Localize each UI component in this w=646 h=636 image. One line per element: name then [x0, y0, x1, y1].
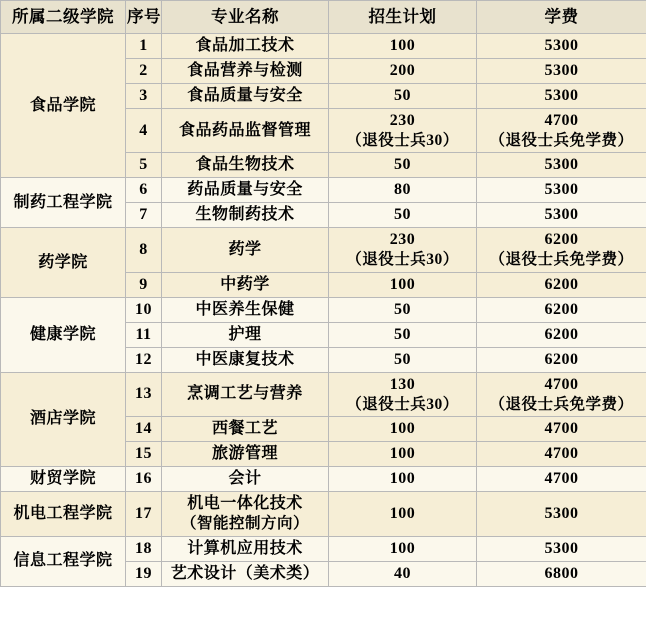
- cell-fee: [477, 347, 646, 372]
- cell-plan: [329, 492, 477, 536]
- cell-fee: [477, 34, 646, 59]
- cell-fee: [477, 322, 646, 347]
- cell-plan: [329, 109, 477, 153]
- cell-plan: [329, 322, 477, 347]
- cell-fee: [477, 297, 646, 322]
- cell-plan: [329, 203, 477, 228]
- cell-department: 信息工程学院: [1, 536, 126, 586]
- table-row: [1, 492, 646, 536]
- plan-value: 80: [394, 181, 411, 199]
- plan-value: 100: [389, 37, 416, 54]
- cell-major: [162, 297, 329, 322]
- cell-index: 9: [126, 272, 162, 297]
- cell-index: 7: [126, 203, 162, 228]
- cell-plan: [329, 272, 477, 297]
- cell-index: 2: [126, 59, 162, 84]
- fee-value: 5300: [544, 181, 579, 199]
- cell-major: [162, 322, 329, 347]
- cell-index: 10: [126, 297, 162, 322]
- cell-department: 机电工程学院: [1, 492, 126, 536]
- table-header-row: [1, 1, 646, 34]
- major-name: 食品生物技术: [195, 156, 295, 174]
- cell-major: [162, 372, 329, 416]
- plan-value: 230: [389, 112, 416, 129]
- plan-value: 50: [394, 156, 411, 174]
- fee-value: 6200: [544, 300, 579, 318]
- cell-plan: [329, 372, 477, 416]
- cell-index: 3: [126, 84, 162, 109]
- cell-index: 5: [126, 153, 162, 178]
- cell-fee: [477, 492, 646, 536]
- cell-index: 4: [126, 109, 162, 153]
- cell-plan: [329, 228, 477, 272]
- fee-value: 4700: [544, 470, 579, 488]
- cell-index: 15: [126, 442, 162, 467]
- plan-value: 50: [394, 325, 411, 343]
- major-name: 护理: [228, 325, 262, 343]
- major-name: 艺术设计（美术类）: [170, 564, 320, 582]
- cell-index: 6: [126, 178, 162, 203]
- cell-major: [162, 467, 329, 492]
- cell-department: 食品学院: [1, 34, 126, 178]
- cell-major: [162, 203, 329, 228]
- fee-value: 4700: [544, 375, 579, 393]
- fee-value: 5300: [544, 504, 579, 522]
- cell-major: [162, 84, 329, 109]
- cell-plan: [329, 442, 477, 467]
- table-row: [1, 372, 646, 416]
- major-name: 药学: [228, 241, 262, 259]
- table-row: [1, 178, 646, 203]
- plan-value: 50: [394, 350, 411, 368]
- cell-index: 16: [126, 467, 162, 492]
- plan-value: 100: [389, 445, 416, 463]
- major-name: 西餐工艺: [211, 420, 278, 438]
- cell-fee: [477, 417, 646, 442]
- cell-plan: [329, 153, 477, 178]
- major-name: 生物制药技术: [195, 206, 295, 224]
- plan-value: 100: [389, 504, 416, 522]
- plan-note: （退役士兵30）: [346, 251, 459, 269]
- cell-index: 1: [126, 34, 162, 59]
- fee-value: 4700: [544, 445, 579, 463]
- plan-value: 100: [389, 470, 416, 488]
- cell-fee: [477, 372, 646, 416]
- cell-index: 17: [126, 492, 162, 536]
- cell-fee: [477, 442, 646, 467]
- cell-department: 财贸学院: [1, 467, 126, 492]
- table-row: [1, 536, 646, 561]
- column-header-fee: 学费: [477, 1, 646, 34]
- cell-plan: [329, 417, 477, 442]
- cell-index: 13: [126, 372, 162, 416]
- cell-major: [162, 178, 329, 203]
- cell-major: [162, 417, 329, 442]
- cell-department: 健康学院: [1, 297, 126, 372]
- cell-fee: [477, 272, 646, 297]
- major-name: 计算机应用技术: [187, 539, 303, 557]
- fee-value: 6200: [544, 350, 579, 368]
- plan-value: 100: [389, 539, 416, 557]
- plan-value: 100: [389, 275, 416, 293]
- cell-major: [162, 442, 329, 467]
- cell-major: [162, 59, 329, 84]
- cell-fee: [477, 109, 646, 153]
- fee-value: 6200: [544, 325, 579, 343]
- major-name: 机电一体化技术: [187, 495, 303, 513]
- plan-note: （退役士兵30）: [346, 395, 459, 413]
- fee-value: 4700: [544, 112, 579, 129]
- major-name: 中医养生保健: [195, 300, 295, 318]
- cell-fee: [477, 84, 646, 109]
- cell-fee: [477, 536, 646, 561]
- fee-value: 5300: [544, 156, 579, 174]
- fee-value: 5300: [544, 539, 579, 557]
- fee-note: （退役士兵免学费）: [489, 132, 634, 149]
- major-name: 中医康复技术: [195, 350, 295, 368]
- cell-major: [162, 272, 329, 297]
- cell-plan: [329, 84, 477, 109]
- major-name: 食品加工技术: [195, 37, 295, 54]
- major-name: 食品营养与检测: [187, 62, 303, 79]
- table-header: [1, 1, 646, 34]
- cell-fee: [477, 203, 646, 228]
- cell-fee: [477, 59, 646, 84]
- fee-value: 6200: [544, 275, 579, 293]
- column-header-index: 序号: [126, 1, 162, 34]
- fee-value: 4700: [544, 420, 579, 438]
- plan-value: 50: [394, 300, 411, 318]
- cell-index: 11: [126, 322, 162, 347]
- fee-value: 6200: [544, 231, 579, 249]
- plan-value: 50: [394, 87, 411, 104]
- cell-major: [162, 153, 329, 178]
- cell-fee: [477, 153, 646, 178]
- major-name: 药品质量与安全: [187, 181, 303, 199]
- cell-plan: [329, 178, 477, 203]
- major-name: 会计: [228, 470, 262, 488]
- plan-value: 130: [389, 375, 416, 393]
- major-name-note: （智能控制方向）: [180, 515, 309, 533]
- cell-department: 制药工程学院: [1, 178, 126, 228]
- cell-major: [162, 109, 329, 153]
- table-body: [1, 34, 646, 587]
- cell-plan: [329, 34, 477, 59]
- fee-note: （退役士兵免学费）: [489, 395, 634, 413]
- major-name: 食品药品监督管理: [178, 121, 311, 139]
- column-header-department: 所属二级学院: [1, 1, 126, 34]
- cell-fee: [477, 467, 646, 492]
- fee-value: 5300: [544, 37, 579, 54]
- cell-department: 酒店学院: [1, 372, 126, 466]
- major-name: 旅游管理: [211, 445, 278, 463]
- cell-plan: [329, 467, 477, 492]
- cell-fee: [477, 228, 646, 272]
- cell-major: [162, 228, 329, 272]
- cell-plan: [329, 297, 477, 322]
- cell-major: [162, 347, 329, 372]
- plan-value: 230: [389, 231, 416, 249]
- plan-note: （退役士兵30）: [346, 132, 459, 149]
- cell-major: [162, 561, 329, 586]
- cell-index: 12: [126, 347, 162, 372]
- fee-value: 6800: [544, 564, 579, 582]
- cell-major: [162, 34, 329, 59]
- cell-plan: [329, 561, 477, 586]
- cell-major: [162, 492, 329, 536]
- fee-value: 5300: [544, 87, 579, 104]
- cell-index: 8: [126, 228, 162, 272]
- cell-fee: [477, 561, 646, 586]
- fee-value: 5300: [544, 206, 579, 224]
- cell-index: 19: [126, 561, 162, 586]
- cell-major: [162, 536, 329, 561]
- major-name: 食品质量与安全: [187, 87, 303, 104]
- table-row: [1, 34, 646, 59]
- table-row: [1, 297, 646, 322]
- table-row: [1, 467, 646, 492]
- fee-note: （退役士兵免学费）: [489, 251, 634, 269]
- cell-department: 药学院: [1, 228, 126, 297]
- major-name: 中药学: [220, 275, 270, 293]
- plan-value: 50: [394, 206, 411, 224]
- cell-plan: [329, 536, 477, 561]
- cell-index: 18: [126, 536, 162, 561]
- cell-fee: [477, 178, 646, 203]
- column-header-plan: 招生计划: [329, 1, 477, 34]
- major-name: 烹调工艺与营养: [187, 385, 303, 403]
- plan-value: 40: [394, 564, 411, 582]
- plan-value: 200: [389, 62, 416, 79]
- cell-plan: [329, 347, 477, 372]
- cell-index: 14: [126, 417, 162, 442]
- column-header-major: 专业名称: [162, 1, 329, 34]
- plan-value: 100: [389, 420, 416, 438]
- cell-plan: [329, 59, 477, 84]
- fee-value: 5300: [544, 62, 579, 79]
- table-row: [1, 228, 646, 272]
